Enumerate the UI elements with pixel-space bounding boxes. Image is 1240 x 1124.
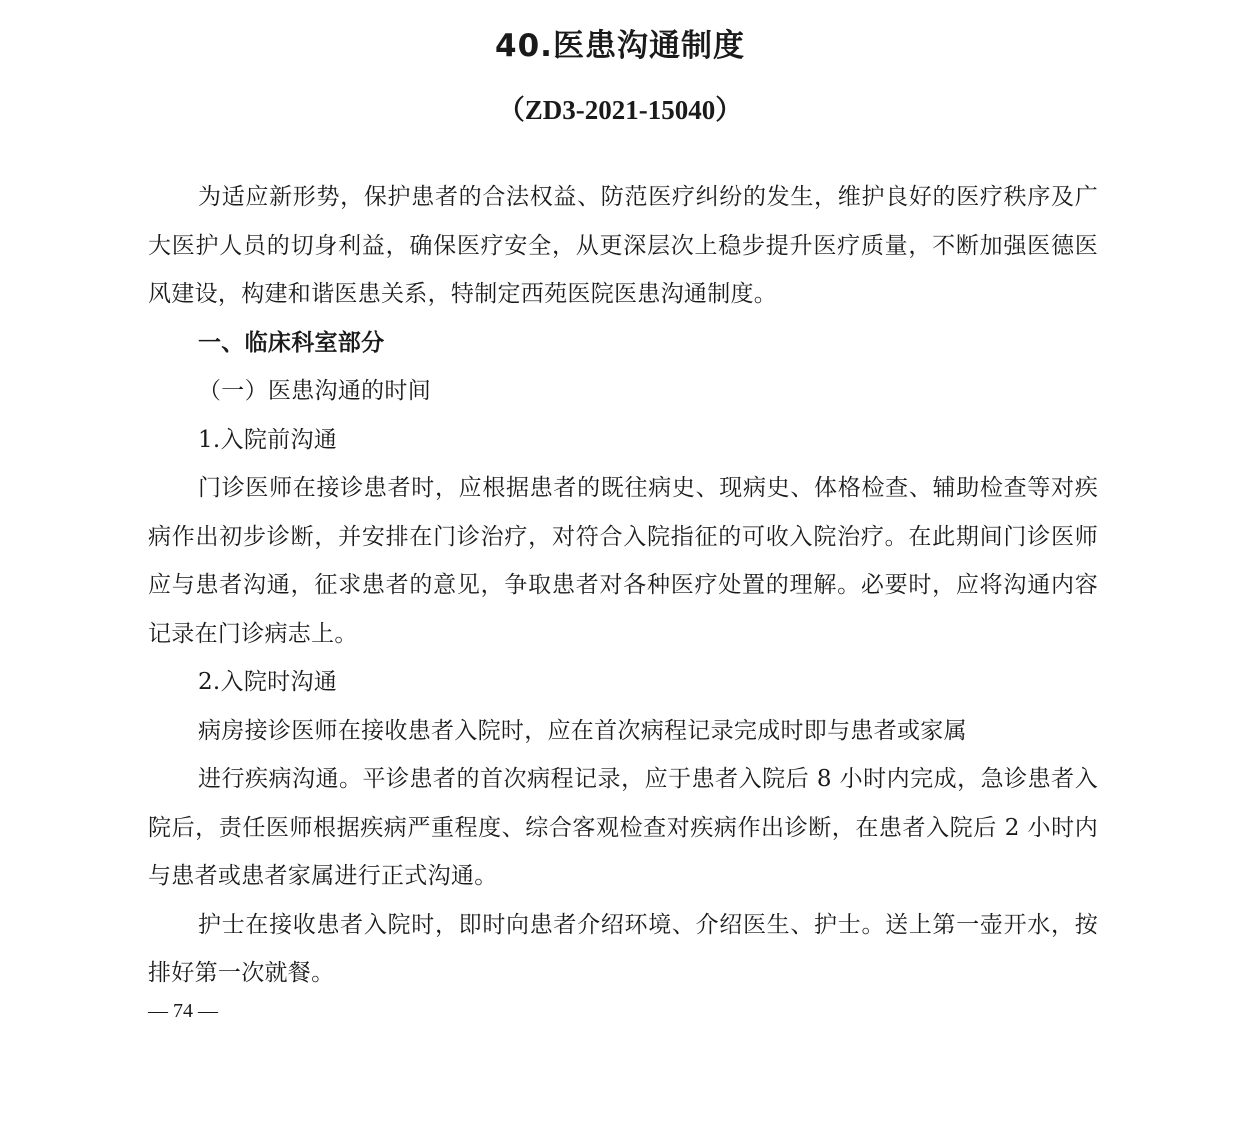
document-body [148, 173, 1098, 998]
page-number: — 74 — [148, 1000, 218, 1022]
paragraph-admission-a: 病房接诊医师在接收患者入院时，应在首次病程记录完成时即与患者或家属 [198, 717, 967, 744]
paragraph-admission-b: 进行疾病沟通。平诊患者的首次病程记录，应于患者入院后 8 小时内完成，急诊患者入院后，责任医师根据疾病严重程度、综合客观检查对疾病作出诊断，在患者入院后 2 小时内与患者或患者家属进行正式沟通。 [148, 766, 1098, 889]
document-title: 40.医患沟通制度 [495, 28, 745, 64]
item-heading-2: 2.入院时沟通 [198, 669, 338, 695]
paragraph-intro: 为适应新形势，保护患者的合法权益、防范医疗纠纷的发生，维护良好的医疗秩序及广大医护人员的切身利益，确保医疗安全，从更深层次上稳步提升医疗质量，不断加强医德医风建设，构建和谐医患关系，特制定西苑医院医患沟通制度。 [148, 184, 1098, 307]
item-heading-1: 1.入院前沟通 [198, 426, 338, 453]
section-heading: 一、临床科室部分 [198, 329, 385, 356]
paragraph-nurse: 护士在接收患者入院时，即时向患者介绍环境、介绍医生、护士。送上第一壶开水，按排好第一次就餐。 [148, 911, 1098, 986]
document-code: （ZD3-2021-15040） [497, 95, 743, 125]
paragraph-preadmission: 门诊医师在接诊患者时，应根据患者的既往病史、现病史、体格检查、辅助检查等对疾病作出初步诊断，并安排在门诊治疗，对符合入院指征的可收入院治疗。在此期间门诊医师应与患者沟通，征求患者的意见，争取患者对各种医疗处置的理解。必要时，应将沟通内容记录在门诊病志上。 [148, 475, 1098, 647]
subsection-heading: （一）医患沟通的时间 [198, 378, 431, 404]
